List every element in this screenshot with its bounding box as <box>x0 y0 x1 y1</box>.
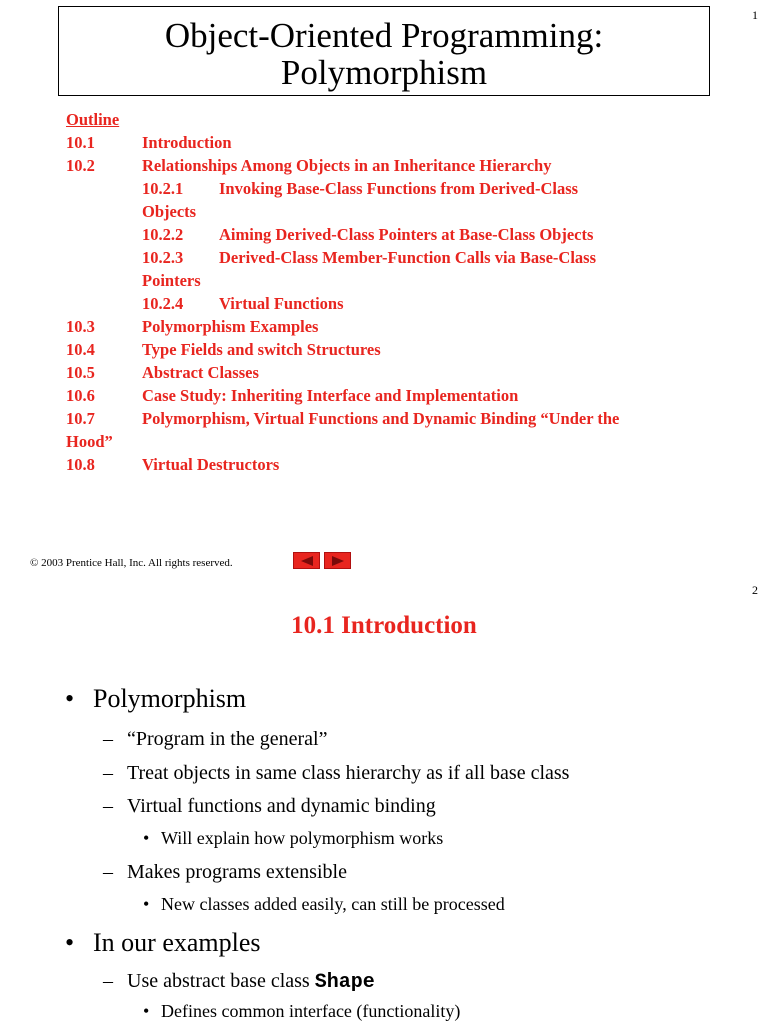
outline-item-continuation[interactable]: Hood” <box>66 432 113 451</box>
outline-item-number: 10.2.3 <box>142 248 184 267</box>
outline-item-number: 10.1 <box>66 133 95 152</box>
sub-bullet-text: Makes programs extensible <box>127 861 347 883</box>
bullet-text: Polymorphism <box>93 684 247 713</box>
sub-sub-bullet-text: Defines common interface (functionality) <box>161 1001 461 1021</box>
bullet-dot: • <box>65 928 75 957</box>
dash-marker: – <box>103 795 113 817</box>
outline-item-text: Aiming Derived-Class Pointers at Base-Class Objects <box>219 225 594 244</box>
outline-item-number: 10.7 <box>66 409 95 428</box>
dash-marker: – <box>103 728 113 750</box>
left-arrow-icon <box>300 556 314 566</box>
outline-item-text: Polymorphism Examples <box>142 317 319 336</box>
outline-item-text: Type Fields and switch Structures <box>142 340 381 359</box>
bullet-dot: • <box>143 894 150 914</box>
outline-subitem[interactable] <box>66 223 726 246</box>
sub-bullet-text <box>127 970 375 994</box>
outline <box>66 108 726 476</box>
slide-title: 10.1 Introduction <box>291 612 477 639</box>
dash-marker: – <box>103 970 113 992</box>
slide-title-line2: Polymorphism <box>280 53 488 92</box>
outline-item-text: Relationships Among Objects in an Inheritance Hierarchy <box>142 156 552 175</box>
sub-bullet-prefix: Use abstract base class <box>127 970 315 992</box>
copyright-notice: © 2003 Prentice Hall, Inc. All rights reserved. <box>30 557 233 569</box>
dash-marker: – <box>103 861 113 883</box>
outline-item-number: 10.3 <box>66 317 95 336</box>
sub-sub-bullet-text: Will explain how polymorphism works <box>161 828 444 848</box>
outline-item-number: 10.8 <box>66 455 95 474</box>
outline-item[interactable] <box>66 154 726 177</box>
outline-item-text: Introduction <box>142 133 232 152</box>
slide-title <box>58 6 710 96</box>
page-number: 1 <box>752 8 758 22</box>
sub-sub-bullet-text: New classes added easily, can still be processed <box>161 894 505 914</box>
outline-item-text: Virtual Functions <box>219 294 344 313</box>
outline-subitem[interactable] <box>66 177 726 200</box>
outline-item[interactable] <box>66 384 726 407</box>
outline-item[interactable] <box>66 407 726 430</box>
sub-bullet-text: “Program in the general” <box>127 728 328 750</box>
outline-item-number: 10.2.1 <box>142 179 184 198</box>
prev-slide-button[interactable] <box>293 552 320 569</box>
outline-item[interactable] <box>66 361 726 384</box>
outline-item-text: Invoking Base-Class Functions from Derived-Class <box>219 179 579 198</box>
outline-item-text: Abstract Classes <box>142 363 259 382</box>
outline-item-text: Polymorphism, Virtual Functions and Dynamic Binding “Under the <box>142 409 620 428</box>
outline-item-number: 10.4 <box>66 340 95 359</box>
outline-subitem[interactable] <box>66 246 726 269</box>
sub-bullet-text: Treat objects in same class hierarchy as if all base class <box>127 762 570 784</box>
right-arrow-icon <box>331 556 345 566</box>
outline-item[interactable] <box>66 131 726 154</box>
outline-item-number: 10.5 <box>66 363 95 382</box>
dash-marker: – <box>103 762 113 784</box>
outline-subitem-continuation[interactable]: Objects <box>142 202 197 221</box>
outline-item[interactable] <box>66 315 726 338</box>
outline-item[interactable] <box>66 338 726 361</box>
code-shape: Shape <box>314 971 375 994</box>
outline-item-number: 10.2 <box>66 156 95 175</box>
outline-subitem-continuation[interactable]: Pointers <box>142 271 201 290</box>
bullet-dot: • <box>143 1001 150 1021</box>
bullet-dot: • <box>143 828 150 848</box>
outline-item-text: Virtual Destructors <box>142 455 280 474</box>
outline-item-number: 10.6 <box>66 386 95 405</box>
outline-subitem[interactable] <box>66 292 726 315</box>
outline-item-number: 10.2.4 <box>142 294 184 313</box>
outline-item-text: Case Study: Inheriting Interface and Implementation <box>142 386 519 405</box>
bullet-text: In our examples <box>93 928 261 957</box>
bullet-dot: • <box>65 684 75 713</box>
outline-item[interactable] <box>66 453 726 476</box>
next-slide-button[interactable] <box>324 552 351 569</box>
page-number: 2 <box>752 583 758 597</box>
slide-title-line1: Object-Oriented Programming: <box>164 16 604 55</box>
outline-item-number: 10.2.2 <box>142 225 184 244</box>
outline-heading[interactable]: Outline <box>66 110 120 129</box>
outline-item-text: Derived-Class Member-Function Calls via Base-Class <box>219 248 597 267</box>
sub-bullet-text: Virtual functions and dynamic binding <box>127 795 436 817</box>
